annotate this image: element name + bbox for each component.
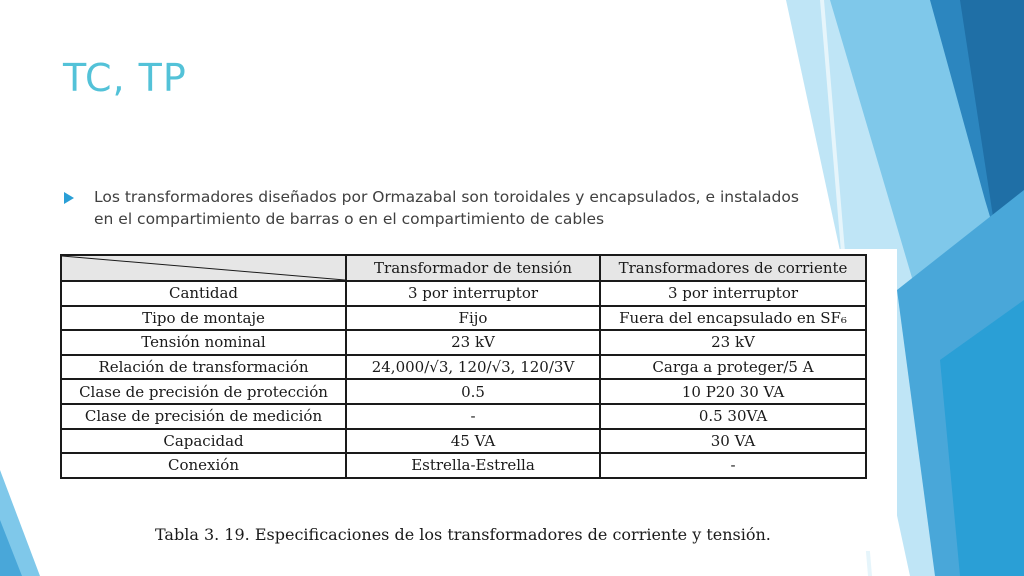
header-tension: Transformador de tensión bbox=[346, 255, 600, 281]
cell-tension: 45 VA bbox=[346, 429, 600, 454]
row-label: Tensión nominal bbox=[61, 330, 346, 355]
cell-tension: 23 kV bbox=[346, 330, 600, 355]
cell-corriente: Fuera del encapsulado en SF₆ bbox=[600, 306, 866, 331]
cell-tension: Fijo bbox=[346, 306, 600, 331]
slide-title: TC, TP bbox=[63, 56, 187, 100]
row-label: Relación de transformación bbox=[61, 355, 346, 380]
cell-corriente: 10 P20 30 VA bbox=[600, 379, 866, 404]
cell-corriente: - bbox=[600, 453, 866, 478]
cell-corriente: 3 por interruptor bbox=[600, 281, 866, 306]
cell-corriente: 30 VA bbox=[600, 429, 866, 454]
table-row bbox=[61, 453, 866, 478]
row-label: Clase de precisión de medición bbox=[61, 404, 346, 429]
cell-corriente: 0.5 30VA bbox=[600, 404, 866, 429]
table-row bbox=[61, 330, 866, 355]
table-caption: Tabla 3. 19. Especificaciones de los transformadores de corriente y tensión. bbox=[155, 525, 771, 544]
cell-tension: 0.5 bbox=[346, 379, 600, 404]
cell-tension: 3 por interruptor bbox=[346, 281, 600, 306]
corner-cell bbox=[61, 255, 346, 281]
table-row bbox=[61, 281, 866, 306]
table-row bbox=[61, 429, 866, 454]
cell-tension: - bbox=[346, 404, 600, 429]
table-row bbox=[61, 355, 866, 380]
table-header-row bbox=[61, 255, 866, 281]
cell-corriente: Carga a proteger/5 A bbox=[600, 355, 866, 380]
row-label: Conexión bbox=[61, 453, 346, 478]
table-row bbox=[61, 379, 866, 404]
row-label: Cantidad bbox=[61, 281, 346, 306]
cell-tension: 24,000/√3, 120/√3, 120/3V bbox=[346, 355, 600, 380]
cell-corriente: 23 kV bbox=[600, 330, 866, 355]
table-image bbox=[51, 249, 897, 551]
triangle-bullet-icon bbox=[64, 192, 74, 204]
header-corriente: Transformadores de corriente bbox=[600, 255, 866, 281]
row-label: Tipo de montaje bbox=[61, 306, 346, 331]
cell-tension: Estrella-Estrella bbox=[346, 453, 600, 478]
table-row bbox=[61, 306, 866, 331]
row-label: Clase de precisión de protección bbox=[61, 379, 346, 404]
table-row bbox=[61, 404, 866, 429]
diagonal-divider bbox=[62, 256, 345, 280]
row-label: Capacidad bbox=[61, 429, 346, 454]
bullet-text: Los transformadores diseñados por Ormazabal son toroidales y encapsulados, e instalados en el compartimiento de barras o en el compartimiento de cables bbox=[94, 188, 799, 228]
spec-table bbox=[60, 254, 867, 479]
